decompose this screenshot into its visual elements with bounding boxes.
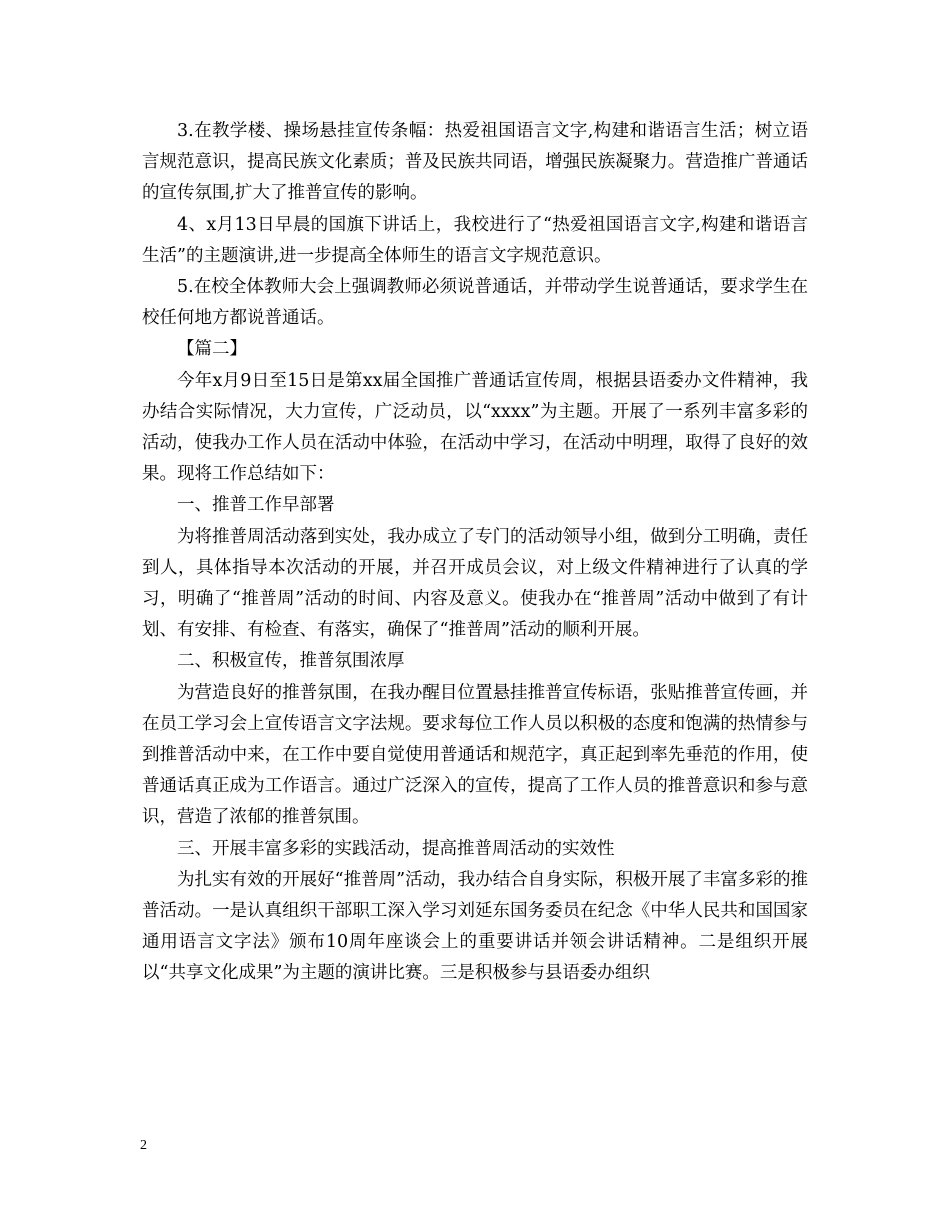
paragraph-section-three: 为扎实有效的开展好“推普周”活动，我办结合自身实际，积极开展了丰富多彩的推普活动。一是认真组织干部职工深入学习刘延东国务委员在纪念《中华人民共和国国家通用语言文字法》颁布10周年座谈会上的重要讲话并领会讲话精神。二是组织开展以“共享文化成果”为主题的演讲比赛。三是积极参与县语委办组织 xyxy=(142,869,808,984)
paragraph-section-one: 为将推普周活动落到实处，我办成立了专门的活动领导小组，做到分工明确，责任到人，具体指导本次活动的开展，并召开成员会议，对上级文件精神进行了认真的学习，明确了“推普周”活动的时间、内容及意义。使我办在“推普周”活动中做到了有计划、有安排、有检查、有落实，确保了“推普周”活动的顺利开展。 xyxy=(142,526,808,641)
page-number: 2 xyxy=(140,1138,147,1153)
paragraph-section-two: 为营造良好的推普氛围，在我办醒目位置悬挂推普宣传标语，张贴推普宣传画，并在员工学习会上宣传语言文字法规。要求每位工作人员以积极的态度和饱满的热情参与到推普活动中来，在工作中要自觉使用普通话和规范字，真正起到率先垂范的作用，使普通话真正成为工作语言。通过广泛深入的宣传，提高了工作人员的推普意识和参与意识，营造了浓郁的推普氛围。 xyxy=(142,682,808,828)
paragraph-item-5-teacher-meeting: 5.在校全体教师大会上强调教师必须说普通话，并带动学生说普通话，要求学生在校任何地方都说普通话。 xyxy=(142,277,808,329)
section-heading-one: 一、推普工作早部署 xyxy=(177,495,335,516)
paragraph-item-3-banners: 3.在教学楼、操场悬挂宣传条幅：热爱祖国语言文字,构建和谐语言生活；树立语言规范意识，提高民族文化素质；普及民族共同语，增强民族凝聚力。营造推广普通话的宣传氛围,扩大了推普宣传的影响。 xyxy=(142,121,808,204)
section-heading-three: 三、开展丰富多彩的实践活动，提高推普周活动的实效性 xyxy=(177,838,615,859)
section-heading-part-two: 【篇二】 xyxy=(177,339,247,360)
page-body xyxy=(142,116,808,990)
paragraph-intro: 今年x月9日至15日是第xx届全国推广普通话宣传周，根据县语委办文件精神，我办结合实际情况，大力宣传，广泛动员，以“xxxx”为主题。开展了一系列丰富多彩的活动，使我办工作人员在活动中体验，在活动中学习，在活动中明理，取得了良好的效果。现将工作总结如下： xyxy=(142,370,808,485)
paragraph-item-4-flag-speech: 4、x月13日早晨的国旗下讲话上，我校进行了“热爱祖国语言文字,构建和谐语言生活”的主题演讲,进一步提高全体师生的语言文字规范意识。 xyxy=(142,214,808,266)
section-heading-two: 二、积极宣传，推普氛围浓厚 xyxy=(177,651,405,672)
